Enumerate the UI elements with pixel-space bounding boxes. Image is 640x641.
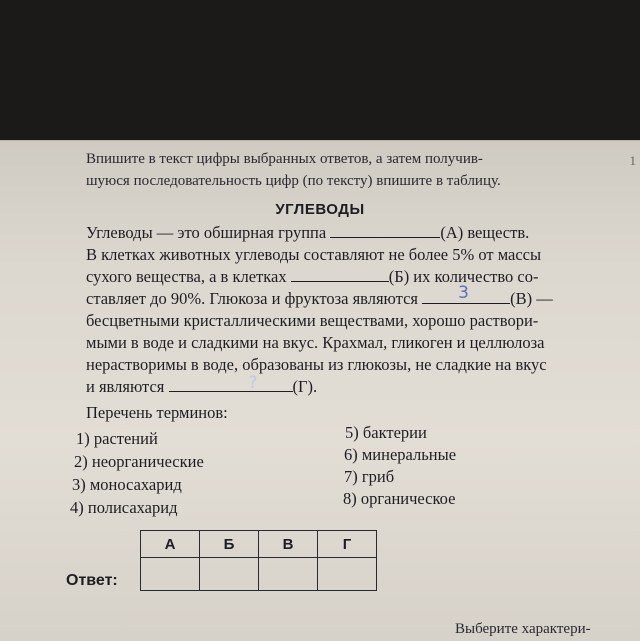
passage-line-6: мыми в воде и сладкими на вкус. Крахмал, гликоген и целлюлоза <box>86 333 545 352</box>
blank-a[interactable] <box>330 223 440 238</box>
passage-text: (Б) их количество со- <box>388 267 539 286</box>
blank-g[interactable] <box>169 373 293 393</box>
term-item: 4) полисахарид <box>70 498 178 517</box>
passage-text: и являются <box>86 377 169 396</box>
passage-text: (Г). <box>292 377 318 396</box>
blank-b[interactable] <box>291 267 389 282</box>
answer-cell-v[interactable] <box>259 558 318 591</box>
passage-title: УГЛЕВОДЫ <box>275 201 365 218</box>
term-item: 7) гриб <box>344 467 395 486</box>
passage-line-7: нерастворимы в воде, образованы из глюкозы, не сладкие на вкус <box>86 355 547 374</box>
page-edge-mark: 1 <box>629 153 636 168</box>
answer-cell-a[interactable] <box>141 558 200 591</box>
answer-label: Ответ: <box>66 572 118 589</box>
handwritten-answer-v: 3 <box>458 283 469 303</box>
answer-header-a: А <box>141 531 200 558</box>
term-item: 6) минеральные <box>344 445 457 464</box>
answer-header-g: Г <box>318 531 377 558</box>
handwritten-answer-g: ? <box>248 373 258 393</box>
term-item: 8) органическое <box>343 489 456 508</box>
passage-text: Углеводы — это обширная группа <box>86 223 331 242</box>
instruction-line-2: шуюся последовательность цифр (по тексту) впишите в таблицу. <box>86 173 501 189</box>
answer-header-b: Б <box>200 531 259 558</box>
term-item: 5) бактерии <box>345 423 427 442</box>
term-item: 3) моносахарид <box>72 475 182 494</box>
answer-cell-g[interactable] <box>318 558 377 591</box>
passage-text: ставляет до 90%. Глюкоза и фруктоза являются <box>86 289 423 308</box>
answer-cell-b[interactable] <box>200 558 259 591</box>
passage-text: (В) — <box>510 289 553 308</box>
answer-table <box>140 530 377 591</box>
workbook-page <box>0 140 640 641</box>
passage-line-4 <box>86 283 553 309</box>
term-item: 1) растений <box>76 429 158 448</box>
passage-line-2: В клетках животных углеводы составляют не более 5% от массы <box>86 245 542 264</box>
passage-text: сухого вещества, а в клетках <box>86 267 291 286</box>
instruction-line-1: Впишите в текст цифры выбранных ответов, а затем получив- <box>86 151 483 167</box>
passage-line-1 <box>86 223 529 243</box>
passage-text: (А) веществ. <box>440 223 530 242</box>
term-item: 2) неорганические <box>74 452 204 471</box>
passage-line-5: бесцветными кристаллическими веществами, хорошо раствори- <box>86 311 539 330</box>
terms-heading: Перечень терминов: <box>86 403 228 422</box>
blank-v[interactable] <box>422 283 510 304</box>
answer-header-v: В <box>259 531 318 558</box>
passage-line-3 <box>86 267 538 287</box>
next-task-fragment: Выберите характери- <box>455 621 591 637</box>
passage-line-8 <box>86 373 318 397</box>
